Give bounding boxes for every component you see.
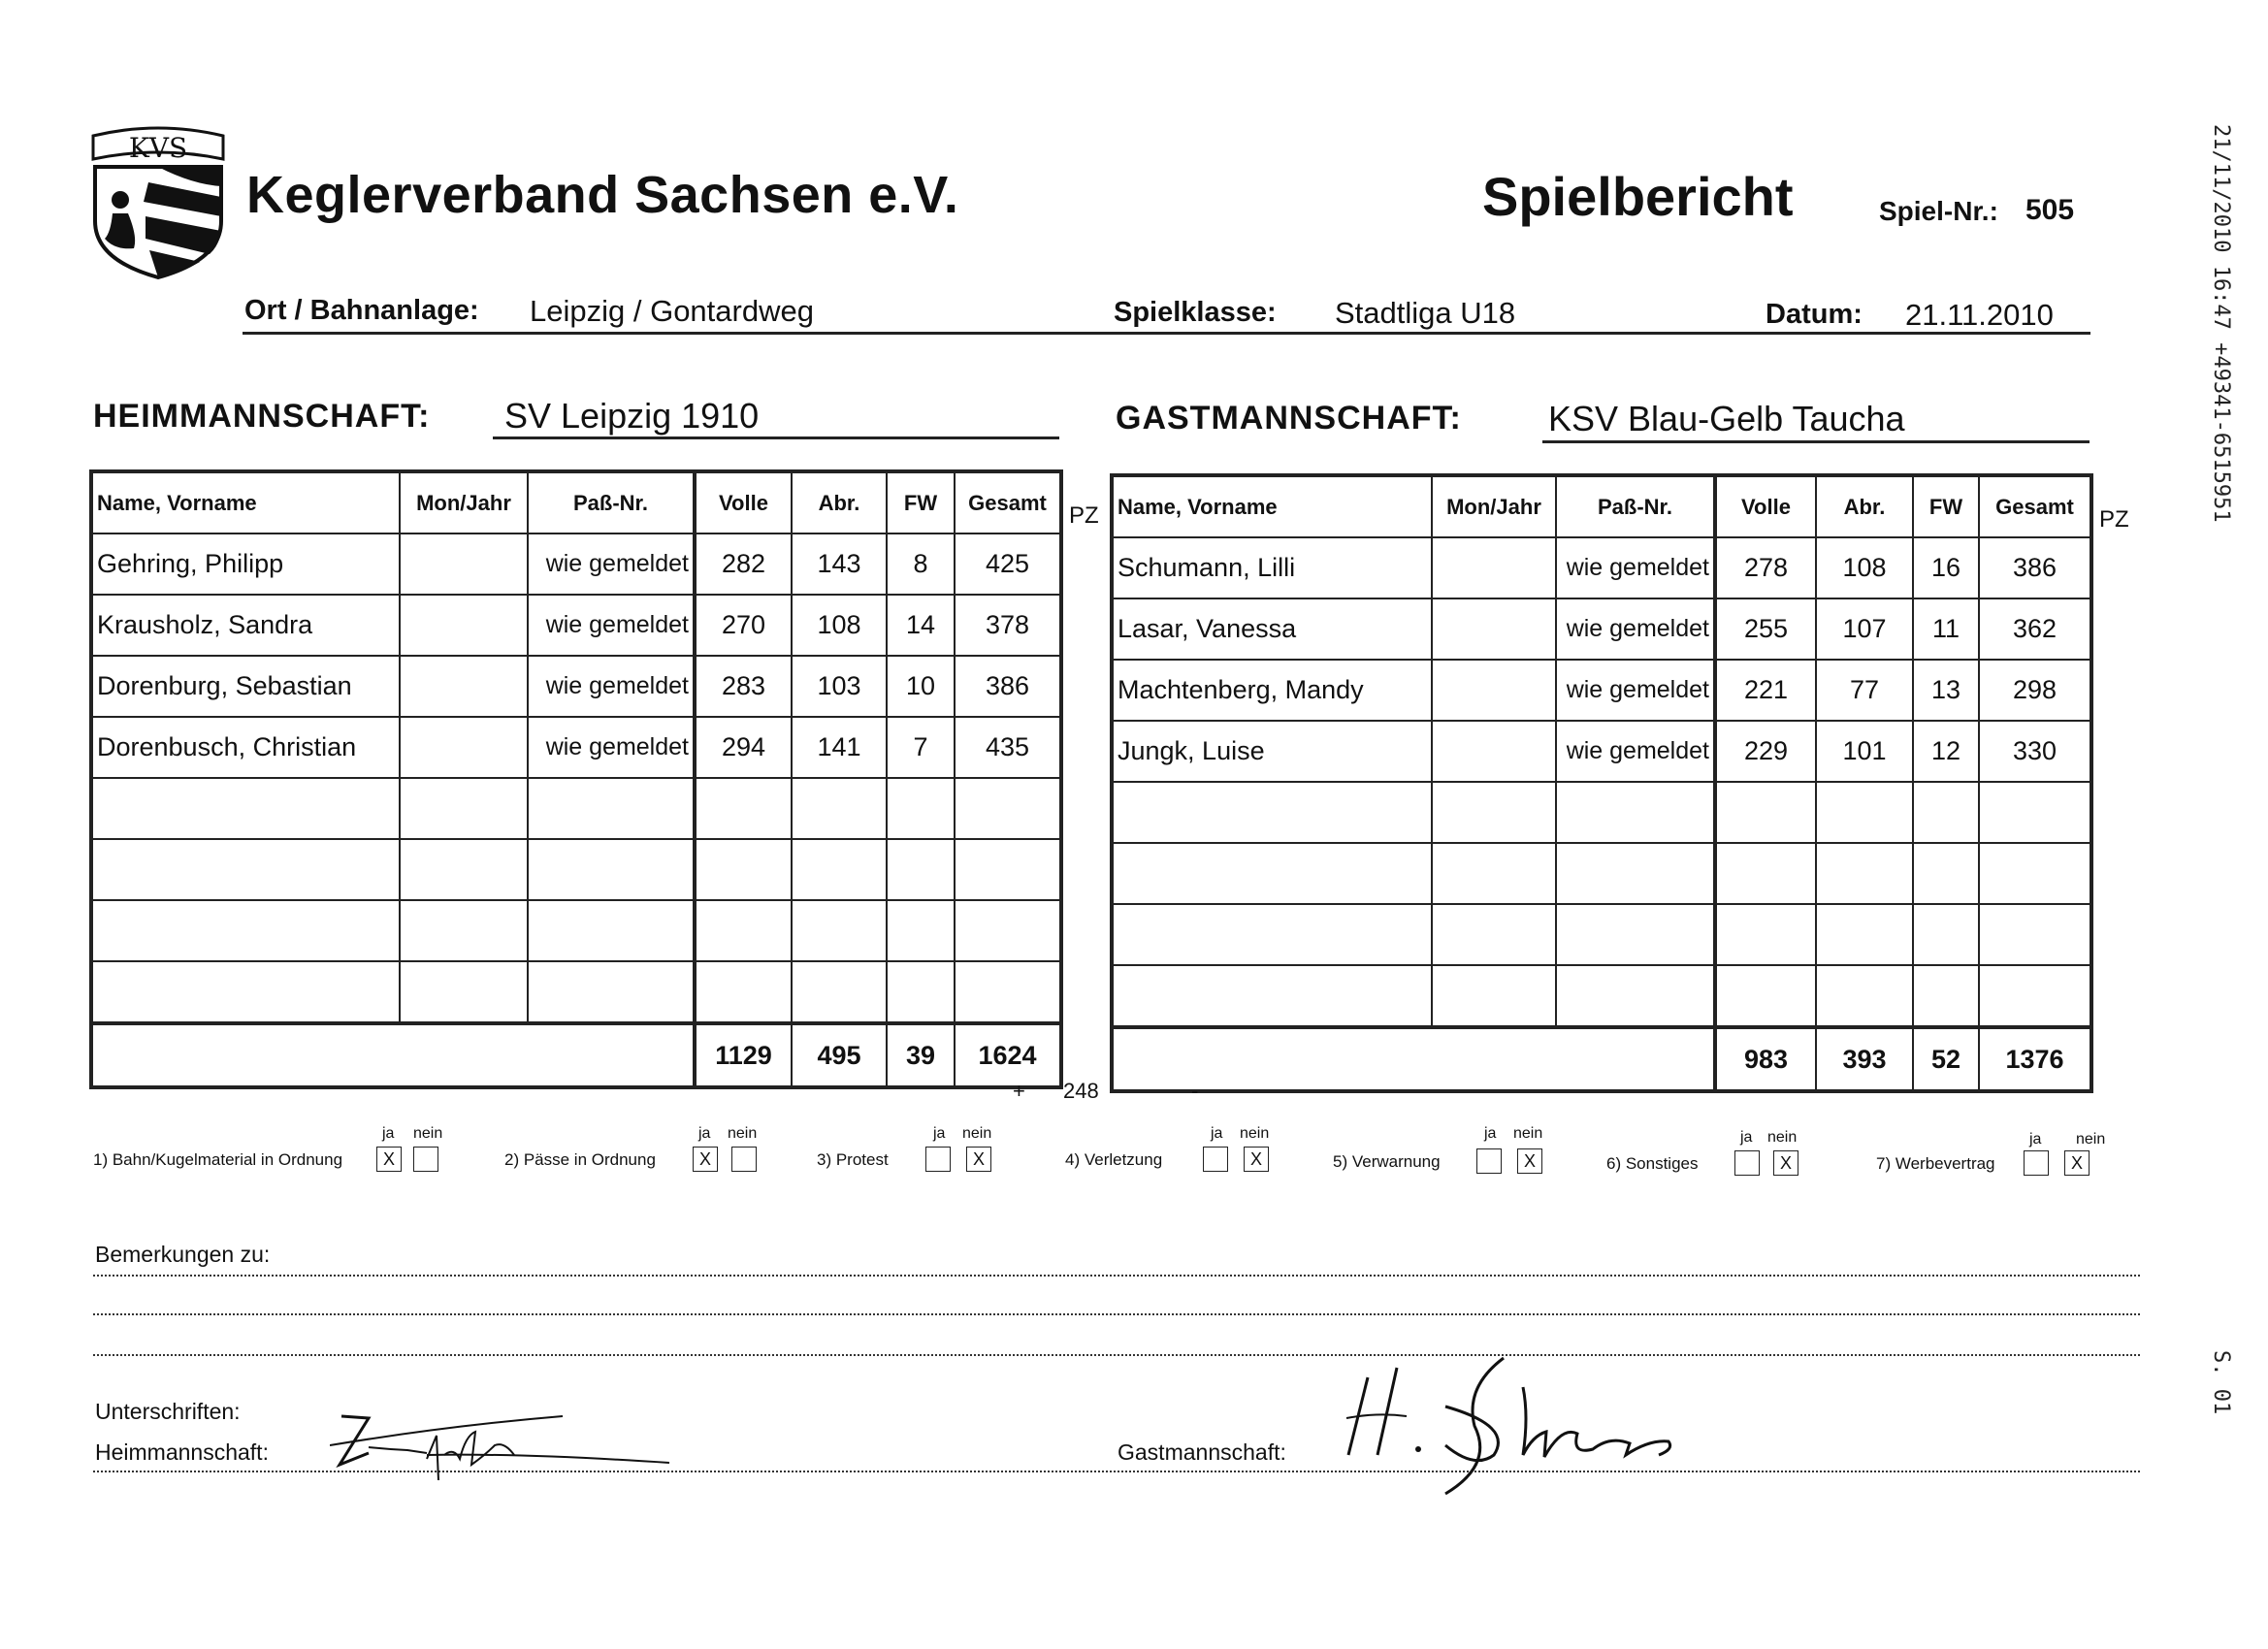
guest-signature-label: Gastmannschaft: xyxy=(1118,1439,1286,1465)
difference-plus: + xyxy=(1013,1079,1025,1103)
player-abr: 103 xyxy=(792,656,887,717)
check-6-ja-box[interactable] xyxy=(1734,1150,1760,1176)
remarks-line-3[interactable] xyxy=(93,1354,2140,1356)
info-underline xyxy=(243,332,2090,335)
player-fw: 11 xyxy=(1913,598,1979,660)
check-4-nein-box[interactable]: X xyxy=(1244,1147,1269,1172)
player-volle: 229 xyxy=(1715,721,1816,782)
check-3-ja-box[interactable] xyxy=(925,1147,951,1172)
check-label-7: 7) Werbevertrag xyxy=(1876,1154,1995,1173)
table-row xyxy=(91,717,1061,778)
empty-row xyxy=(1112,782,2091,843)
nein-label: nein xyxy=(413,1125,443,1142)
player-volle: 221 xyxy=(1715,660,1816,721)
document-title: Spielbericht xyxy=(1482,166,1794,227)
player-fw: 7 xyxy=(887,717,955,778)
datum-value: 21.11.2010 xyxy=(1905,298,2054,332)
total-abr: 495 xyxy=(792,1023,887,1087)
col-header-fw: FW xyxy=(1913,475,1979,537)
guest-team-label: GASTMANNSCHAFT: xyxy=(1116,400,1462,436)
remarks-line-2[interactable] xyxy=(93,1313,2140,1315)
player-name: Schumann, Lilli xyxy=(1112,537,1432,598)
check-label-4: 4) Verletzung xyxy=(1065,1150,1163,1169)
total-gesamt: 1624 xyxy=(955,1023,1061,1087)
difference-minus: - xyxy=(1191,1079,1199,1103)
player-gesamt: 330 xyxy=(1979,721,2091,782)
player-pass: wie gemeldet xyxy=(1556,660,1715,721)
ort-label: Ort / Bahnanlage: xyxy=(244,295,479,326)
empty-row xyxy=(1112,843,2091,904)
svg-text:KVS: KVS xyxy=(128,132,188,164)
ja-label: ja xyxy=(382,1125,395,1142)
player-name: Machtenberg, Mandy xyxy=(1112,660,1432,721)
col-header-name: Name, Vorname xyxy=(1112,475,1432,537)
col-header-volle: Volle xyxy=(1715,475,1816,537)
home-pz-label: PZ xyxy=(1069,502,1099,529)
col-header-pass: Paß-Nr. xyxy=(1556,475,1715,537)
check-label-5: 5) Verwarnung xyxy=(1333,1152,1441,1171)
player-mon xyxy=(1432,660,1556,721)
check-label-1: 1) Bahn/Kugelmaterial in Ordnung xyxy=(93,1150,343,1169)
player-volle: 282 xyxy=(695,534,792,595)
spielklasse-label: Spielklasse: xyxy=(1114,297,1277,328)
ort-value: Leipzig / Gontardweg xyxy=(530,294,814,328)
player-abr: 107 xyxy=(1816,598,1913,660)
player-gesamt: 386 xyxy=(955,656,1061,717)
fax-header: 21/11/2010 16:47 +49341-6515951 xyxy=(2209,124,2233,523)
guest-pz-label: PZ xyxy=(2099,506,2129,533)
table-row xyxy=(91,595,1061,656)
player-gesamt: 298 xyxy=(1979,660,2091,721)
fax-page: S. 01 xyxy=(2209,1350,2233,1415)
check-label-3: 3) Protest xyxy=(817,1150,889,1169)
player-volle: 278 xyxy=(1715,537,1816,598)
check-6-nein-box[interactable]: X xyxy=(1773,1150,1798,1176)
player-gesamt: 435 xyxy=(955,717,1061,778)
guest-team-name: KSV Blau-Gelb Taucha xyxy=(1548,399,1905,438)
player-mon xyxy=(400,717,528,778)
player-fw: 8 xyxy=(887,534,955,595)
table-row xyxy=(91,534,1061,595)
ja-label: ja xyxy=(1740,1129,1753,1146)
player-abr: 108 xyxy=(792,595,887,656)
table-row xyxy=(1112,721,2091,782)
player-volle: 270 xyxy=(695,595,792,656)
ja-label: ja xyxy=(933,1125,946,1142)
player-pass: wie gemeldet xyxy=(528,534,695,595)
total-abr: 393 xyxy=(1816,1027,1913,1091)
col-header-abr: Abr. xyxy=(1816,475,1913,537)
check-2-ja-box[interactable]: X xyxy=(693,1147,718,1172)
check-5-nein-box[interactable]: X xyxy=(1517,1148,1542,1174)
home-score-table xyxy=(89,469,1063,1089)
table-header-row xyxy=(91,471,1061,534)
player-volle: 283 xyxy=(695,656,792,717)
ja-label: ja xyxy=(2029,1131,2042,1148)
nein-label: nein xyxy=(1513,1125,1543,1142)
col-header-abr: Abr. xyxy=(792,471,887,534)
player-mon xyxy=(1432,598,1556,660)
player-pass: wie gemeldet xyxy=(1556,721,1715,782)
home-signature xyxy=(330,1358,679,1504)
check-1-nein-box[interactable] xyxy=(413,1147,438,1172)
player-fw: 13 xyxy=(1913,660,1979,721)
table-row xyxy=(1112,598,2091,660)
guest-signature xyxy=(1339,1348,1707,1504)
check-5-ja-box[interactable] xyxy=(1476,1148,1502,1174)
player-fw: 10 xyxy=(887,656,955,717)
check-4-ja-box[interactable] xyxy=(1203,1147,1228,1172)
col-header-gesamt: Gesamt xyxy=(1979,475,2091,537)
spielklasse-value: Stadtliga U18 xyxy=(1335,296,1516,330)
col-header-fw: FW xyxy=(887,471,955,534)
remarks-label: Bemerkungen zu: xyxy=(95,1242,271,1267)
check-2-nein-box[interactable] xyxy=(731,1147,757,1172)
player-gesamt: 378 xyxy=(955,595,1061,656)
player-abr: 143 xyxy=(792,534,887,595)
player-fw: 16 xyxy=(1913,537,1979,598)
organization-name: Keglerverband Sachsen e.V. xyxy=(246,166,959,224)
player-fw: 12 xyxy=(1913,721,1979,782)
col-header-mon: Mon/Jahr xyxy=(1432,475,1556,537)
player-name: Lasar, Vanessa xyxy=(1112,598,1432,660)
player-abr: 101 xyxy=(1816,721,1913,782)
nein-label: nein xyxy=(2076,1131,2106,1148)
signatures-title: Unterschriften: xyxy=(95,1399,241,1424)
remarks-line-1[interactable] xyxy=(93,1275,2140,1277)
kvs-logo xyxy=(85,124,231,279)
player-mon xyxy=(400,656,528,717)
check-label-6: 6) Sonstiges xyxy=(1606,1154,1699,1173)
total-fw: 39 xyxy=(887,1023,955,1087)
totals-row xyxy=(1112,1027,2091,1091)
col-header-name: Name, Vorname xyxy=(91,471,400,534)
player-pass: wie gemeldet xyxy=(528,595,695,656)
empty-row xyxy=(91,900,1061,961)
player-name: Jungk, Luise xyxy=(1112,721,1432,782)
home-team-name: SV Leipzig 1910 xyxy=(504,396,760,436)
nein-label: nein xyxy=(1240,1125,1270,1142)
check-7-ja-box[interactable] xyxy=(2024,1150,2049,1176)
player-gesamt: 425 xyxy=(955,534,1061,595)
home-signature-label: Heimmannschaft: xyxy=(95,1439,269,1465)
player-volle: 255 xyxy=(1715,598,1816,660)
nein-label: nein xyxy=(962,1125,992,1142)
check-3-nein-box[interactable]: X xyxy=(966,1147,991,1172)
empty-row xyxy=(91,839,1061,900)
check-1-ja-box[interactable]: X xyxy=(376,1147,402,1172)
home-team-label: HEIMMANNSCHAFT: xyxy=(93,398,431,435)
empty-row xyxy=(91,961,1061,1023)
col-header-volle: Volle xyxy=(695,471,792,534)
nein-label: nein xyxy=(1767,1129,1798,1146)
player-abr: 108 xyxy=(1816,537,1913,598)
difference-value: 248 xyxy=(1063,1079,1099,1103)
empty-row xyxy=(1112,904,2091,965)
guest-team-underline xyxy=(1542,440,2090,443)
table-row xyxy=(91,656,1061,717)
player-gesamt: 386 xyxy=(1979,537,2091,598)
player-name: Dorenbusch, Christian xyxy=(91,717,400,778)
totals-row xyxy=(91,1023,1061,1087)
table-header-row xyxy=(1112,475,2091,537)
total-gesamt: 1376 xyxy=(1979,1027,2091,1091)
col-header-pass: Paß-Nr. xyxy=(528,471,695,534)
ja-label: ja xyxy=(1484,1125,1497,1142)
player-mon xyxy=(400,534,528,595)
check-label-2: 2) Pässe in Ordnung xyxy=(504,1150,656,1169)
player-name: Gehring, Philipp xyxy=(91,534,400,595)
player-abr: 141 xyxy=(792,717,887,778)
datum-label: Datum: xyxy=(1766,299,1863,330)
player-pass: wie gemeldet xyxy=(528,717,695,778)
player-gesamt: 362 xyxy=(1979,598,2091,660)
player-mon xyxy=(1432,537,1556,598)
ja-label: ja xyxy=(698,1125,711,1142)
empty-row xyxy=(1112,965,2091,1027)
player-fw: 14 xyxy=(887,595,955,656)
guest-score-table xyxy=(1110,473,2093,1093)
total-volle: 983 xyxy=(1715,1027,1816,1091)
player-pass: wie gemeldet xyxy=(1556,598,1715,660)
total-volle: 1129 xyxy=(695,1023,792,1087)
spiel-nr-label: Spiel-Nr.: xyxy=(1879,196,1998,226)
col-header-mon: Mon/Jahr xyxy=(400,471,528,534)
player-volle: 294 xyxy=(695,717,792,778)
player-mon xyxy=(400,595,528,656)
ja-label: ja xyxy=(1211,1125,1223,1142)
player-abr: 77 xyxy=(1816,660,1913,721)
player-mon xyxy=(1432,721,1556,782)
nein-label: nein xyxy=(728,1125,758,1142)
spiel-nr-value: 505 xyxy=(2025,194,2075,226)
col-header-gesamt: Gesamt xyxy=(955,471,1061,534)
empty-row xyxy=(91,778,1061,839)
check-7-nein-box[interactable]: X xyxy=(2064,1150,2090,1176)
total-fw: 52 xyxy=(1913,1027,1979,1091)
player-name: Dorenburg, Sebastian xyxy=(91,656,400,717)
player-pass: wie gemeldet xyxy=(1556,537,1715,598)
table-row xyxy=(1112,660,2091,721)
table-row xyxy=(1112,537,2091,598)
player-name: Krausholz, Sandra xyxy=(91,595,400,656)
home-team-underline xyxy=(493,436,1059,439)
player-pass: wie gemeldet xyxy=(528,656,695,717)
